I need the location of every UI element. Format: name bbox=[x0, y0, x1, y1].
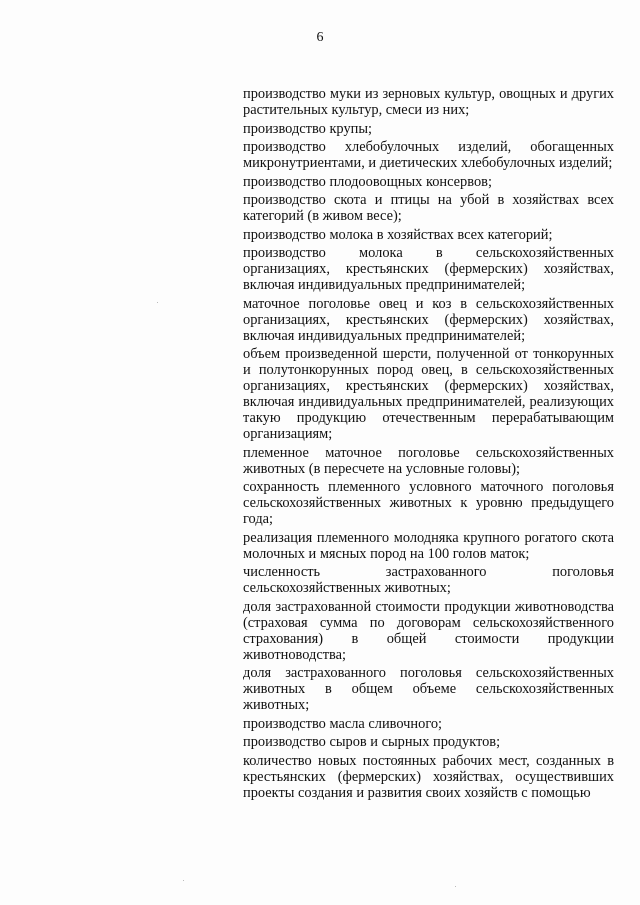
list-item: производство молока в хозяйствах всех категорий; bbox=[243, 226, 553, 243]
list-item: производство крупы; bbox=[243, 120, 373, 137]
list-item: маточное поголовье овец и коз в сельскохозяйственных организациях, крестьянских (фермерских) хозяйствах, включая индивидуальных предпринимателей; bbox=[243, 295, 614, 344]
list-item: производство муки из зерновых культур, овощных и других растительных культур, смеси из них; bbox=[243, 86, 614, 118]
list-item: доля застрахованного поголовья сельскохозяйственных животных в общем объеме сельскохозяйственных животных; bbox=[243, 665, 614, 713]
list-item: племенное маточное поголовье сельскохозяйственных животных (в пересчете на условные головы); bbox=[243, 444, 614, 477]
scan-speck bbox=[183, 880, 184, 881]
list-item: производство масла сливочного; bbox=[243, 715, 443, 732]
list-item: объем произведенной шерсти, полученной от тонкорунных и полутонкорунных пород овец, в сельскохозяйственных организациях, крестьянских (фермерских) хозяйствах, включая индивидуальных предпринимателей, реализующих такую продукцию отечественным перерабатывающим организациям; bbox=[243, 346, 614, 442]
list-item: численность застрахованного поголовья сельскохозяйственных животных; bbox=[243, 564, 614, 596]
list-item: производство сыров и сырных продуктов; bbox=[243, 734, 501, 750]
scan-speck bbox=[455, 886, 456, 887]
list-item: производство хлебобулочных изделий, обогащенных микронутриентами, и диетических хлебобулочных изделий; bbox=[243, 139, 614, 171]
list-item: количество новых постоянных рабочих мест, созданных в крестьянских (фермерских) хозяйствах, осуществивших проекты создания и развития своих хозяйств с помощью bbox=[243, 752, 614, 801]
list-item: сохранность племенного условного маточного поголовья сельскохозяйственных животных к уровню предыдущего года; bbox=[243, 479, 614, 527]
list-item: производство скота и птицы на убой в хозяйствах всех категорий (в живом весе); bbox=[243, 192, 614, 224]
list-item: реализация племенного молодняка крупного рогатого скота молочных и мясных пород на 100 голов маток; bbox=[243, 529, 614, 562]
list-item: производство плодоовощных консервов; bbox=[243, 173, 492, 190]
page-number: 6 bbox=[316, 30, 324, 45]
indicator-list bbox=[243, 86, 614, 803]
list-item: производство молока в сельскохозяйственных организациях, крестьянских (фермерских) хозяйствах, включая индивидуальных предпринимателей; bbox=[243, 245, 614, 293]
scan-speck bbox=[157, 302, 158, 303]
list-item: доля застрахованной стоимости продукции животноводства (страховая сумма по договорам сельскохозяйственного страхования) в общей стоимости продукции животноводства; bbox=[243, 598, 614, 663]
